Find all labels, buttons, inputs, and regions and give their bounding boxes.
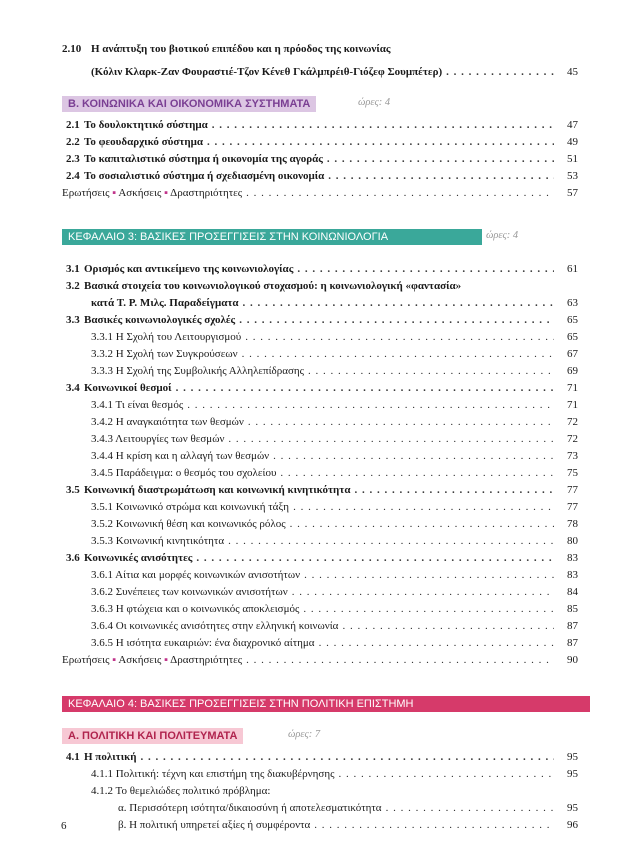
- toc-subentry: 3.6.2 Συνέπειες των κοινωνικών ανισοτήτων . . . 84: [91, 585, 578, 599]
- toc-exercises: Ερωτήσεις ▪ Ασκήσεις ▪ Δραστηριότητες . . . 90: [62, 653, 578, 667]
- toc-entry: 3.3 Βασικές κοινωνιολογικές σχολές . . . 65: [66, 313, 578, 327]
- hours-label-ch3: ώρες: 4: [486, 230, 519, 241]
- toc-exercises: Ερωτήσεις ▪ Ασκήσεις ▪ Δραστηριότητες . . . 57: [62, 186, 578, 200]
- toc-subentry: 3.5.2 Κοινωνική θέση και κοινωνικός ρόλος . . . 78: [91, 517, 578, 531]
- toc-subentry: 3.5.3 Κοινωνική κινητικότητα . . . 80: [91, 534, 578, 548]
- toc-subentry: 3.3.1 Η Σχολή του Λειτουργισμού . . . 65: [91, 330, 578, 344]
- toc-entry: 2.3 Το καπιταλιστικό σύστημα ή οικονομία της αγοράς . . . 51: [66, 152, 578, 166]
- toc-entry: 2.1 Το δουλοκτητικό σύστημα . . . 47: [66, 118, 578, 132]
- toc-subentry: 3.3.2 Η Σχολή των Συγκρούσεων . . . 67: [91, 347, 578, 361]
- toc-subentry: 3.4.4 Η κρίση και η αλλαγή των θεσμών . . . 73: [91, 449, 578, 463]
- toc-subentry: β. Η πολιτική υπηρετεί αξίες ή συμφέροντα . . . 96: [118, 818, 578, 832]
- toc-entry: 4.1 Η πολιτική . . . 95: [66, 750, 578, 764]
- toc-subentry: 3.4.3 Λειτουργίες των θεσμών . . . 72: [91, 432, 578, 446]
- toc-subentry: 4.1.1 Πολιτική: τέχνη και επιστήμη της διακυβέρνησης . . . 95: [91, 767, 578, 781]
- hours-label-a: ώρες: 7: [288, 729, 321, 740]
- toc-entry-cont: κατά Τ. Ρ. Μιλς. Παραδείγματα . . . 63: [91, 296, 578, 310]
- section-banner-b: Β. ΚΟΙΝΩΝΙΚΑ ΚΑΙ ΟΙΚΟΝΟΜΙΚΑ ΣΥΣΤΗΜΑΤΑ: [62, 96, 316, 112]
- toc-entry: 2.2 Το φεουδαρχικό σύστημα . . . 49: [66, 135, 578, 149]
- toc-entry: 2.4 Το σοσιαλιστικό σύστημα ή σχεδιασμένη οικονομία . . . 53: [66, 169, 578, 183]
- toc-subentry: 3.6.5 Η ισότητα ευκαιριών: ένα διαχρονικό αίτημα . . . 87: [91, 636, 578, 650]
- toc-entry: 3.5 Κοινωνική διαστρωμάτωση και κοινωνική κινητικότητα . . . 77: [66, 483, 578, 497]
- page-number: 6: [61, 820, 67, 832]
- toc-subentry: 3.4.5 Παράδειγμα: ο θεσμός του σχολείου . . . 75: [91, 466, 578, 480]
- toc-subentry: 3.4.2 Η αναγκαιότητα των θεσμών . . . 72: [91, 415, 578, 429]
- toc-subentry: α. Περισσότερη ισότητα/δικαιοσύνη ή αποτελεσματικότητα . . . 95: [118, 801, 578, 815]
- chapter-banner-3: ΚΕΦΑΛΑΙΟ 3: ΒΑΣΙΚΕΣ ΠΡΟΣΕΓΓΙΣΕΙΣ ΣΤΗΝ ΚΟΙΝΩΝΙΟΛΟΓΙΑ: [62, 229, 482, 245]
- toc-entry: 3.4 Κοινωνικοί θεσμοί . . . 71: [66, 381, 578, 395]
- toc-entry-2-10: 2.10 Η ανάπτυξη του βιοτικού επιπέδου και η πρόοδος της κοινωνίας: [62, 43, 391, 55]
- toc-entry: 3.1 Ορισμός και αντικείμενο της κοινωνιολογίας . . . 61: [66, 262, 578, 276]
- toc-entry: 3.6 Κοινωνικές ανισότητες . . . 83: [66, 551, 578, 565]
- leader-dots: [446, 65, 554, 79]
- toc-subentry: 3.3.3 Η Σχολή της Συμβολικής Αλληλεπίδρασης . . . 69: [91, 364, 578, 378]
- toc-subentry: 3.6.3 Η φτώχεια και ο κοινωνικός αποκλεισμός . . . 85: [91, 602, 578, 616]
- toc-subentry: 3.5.1 Κοινωνικό στρώμα και κοινωνική τάξη . . . 77: [91, 500, 578, 514]
- toc-subentry: 4.1.2 Το θεμελιώδες πολιτικό πρόβλημα:: [91, 785, 271, 797]
- section-banner-a: Α. ΠΟΛΙΤΙΚΗ ΚΑΙ ΠΟΛΙΤΕΥΜΑΤΑ: [62, 728, 243, 744]
- toc-entry: 3.2 Βασικά στοιχεία του κοινωνιολογικού στοχασμού: η κοινωνιολογική «φαντασία»: [66, 280, 462, 292]
- hours-label-b: ώρες: 4: [358, 97, 391, 108]
- toc-entry-2-10-cont: (Κόλιν Κλαρκ-Ζαν Φουραστιέ-Τζον Κένεθ Γκάλμπρέιθ-Γιόζεφ Σουμπέτερ) . . . 45: [91, 65, 578, 79]
- toc-subentry: 3.4.1 Τι είναι θεσμός . . . 71: [91, 398, 578, 412]
- chapter-banner-4: ΚΕΦΑΛΑΙΟ 4: ΒΑΣΙΚΕΣ ΠΡΟΣΕΓΓΙΣΕΙΣ ΣΤΗΝ ΠΟΛΙΤΙΚΗ ΕΠΙΣΤΗΜΗ: [62, 696, 590, 712]
- toc-subentry: 3.6.4 Οι κοινωνικές ανισότητες στην ελληνική κοινωνία . . . 87: [91, 619, 578, 633]
- toc-subentry: 3.6.1 Αίτια και μορφές κοινωνικών ανισοτήτων . . . 83: [91, 568, 578, 582]
